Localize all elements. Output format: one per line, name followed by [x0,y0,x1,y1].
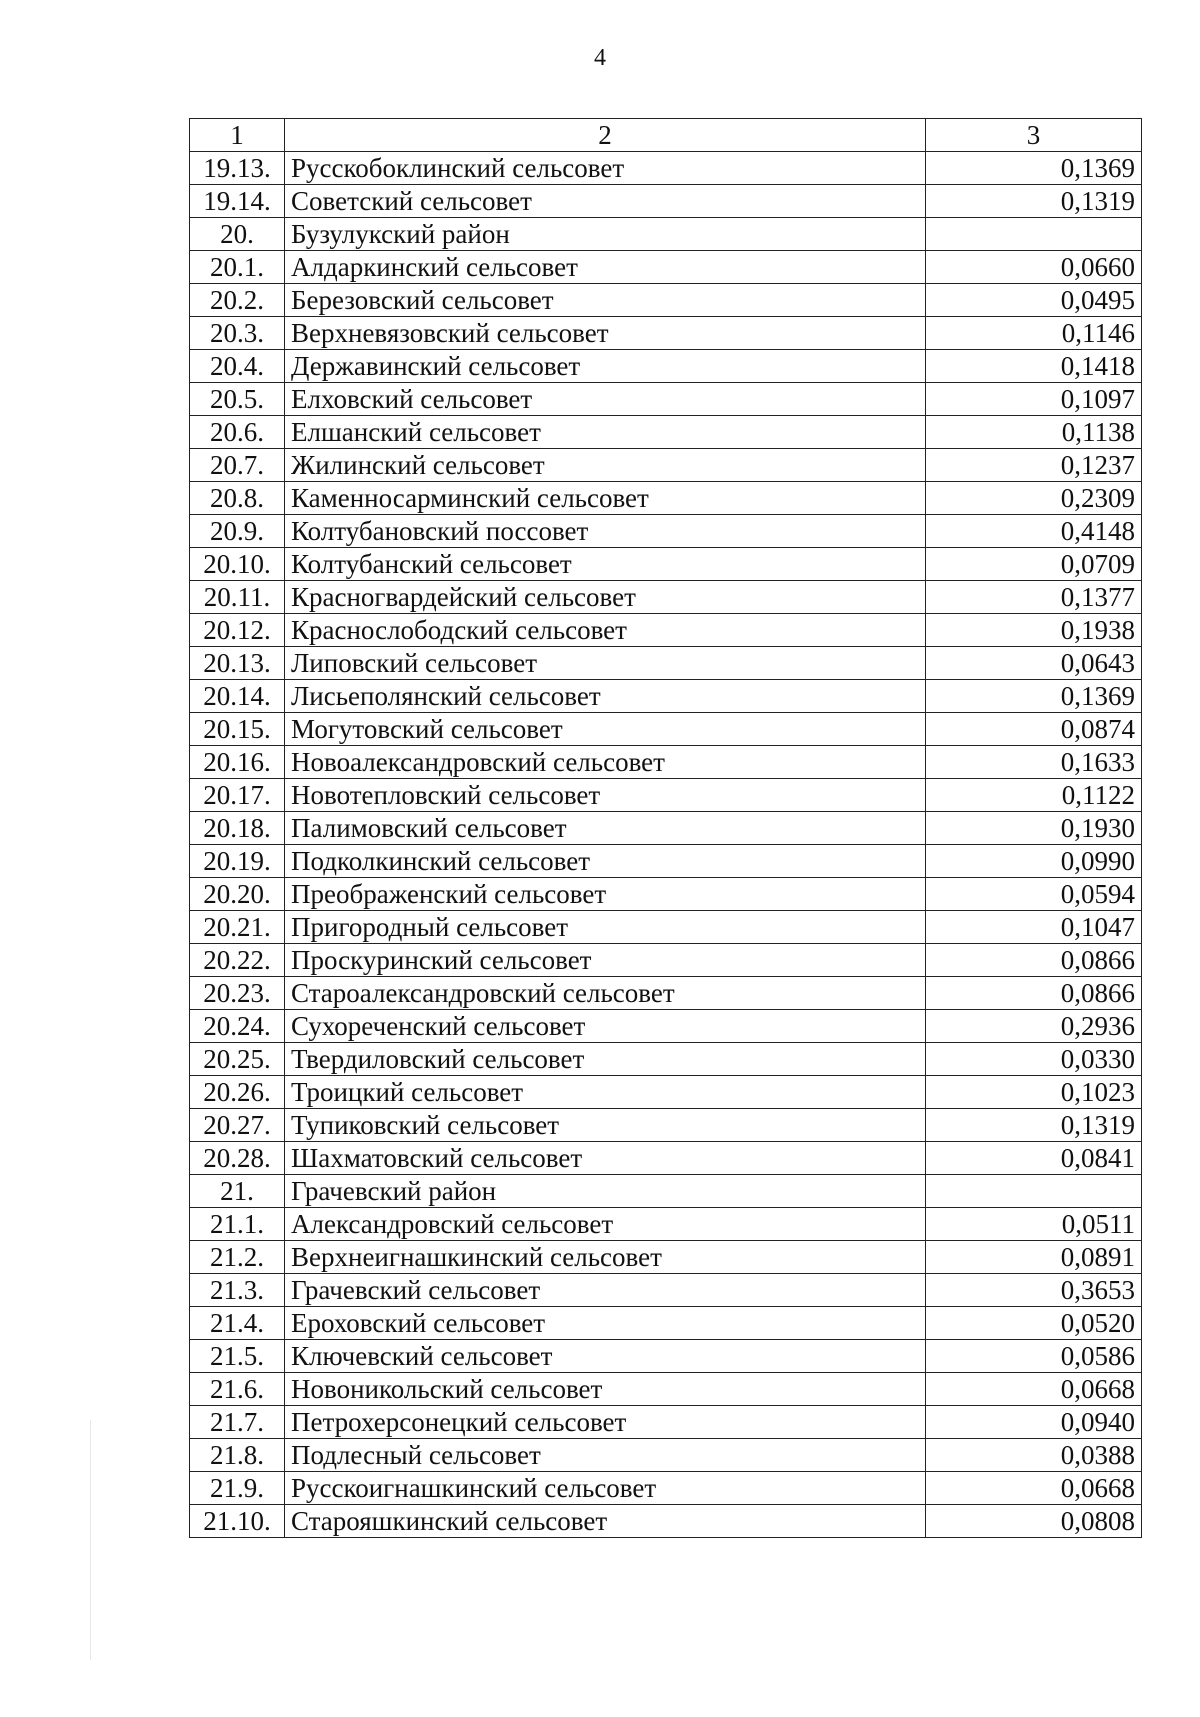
table-row [190,548,1142,581]
row-number-cell: 20.21. [190,911,285,944]
row-name-cell: Старояшкинский сельсовет [285,1505,926,1538]
table-body [190,119,1142,1538]
row-number-cell: 21.10. [190,1505,285,1538]
table-row [190,185,1142,218]
row-name-cell: Александровский сельсовет [285,1208,926,1241]
row-name-cell: Сухореченский сельсовет [285,1010,926,1043]
table-row [190,1340,1142,1373]
table-row [190,1307,1142,1340]
row-value-cell: 0,0668 [926,1472,1142,1505]
row-value-cell: 0,0594 [926,878,1142,911]
row-name-cell: Верхневязовский сельсовет [285,317,926,350]
row-value-cell: 0,0940 [926,1406,1142,1439]
row-value-cell: 0,1146 [926,317,1142,350]
table-row [190,416,1142,449]
table-row [190,1472,1142,1505]
row-name-cell: Колтубановский поссовет [285,515,926,548]
row-value-cell: 0,1369 [926,680,1142,713]
row-number-cell: 20. [190,218,285,251]
table-row [190,284,1142,317]
row-value-cell: 0,0891 [926,1241,1142,1274]
row-name-cell: Петрохерсонецкий сельсовет [285,1406,926,1439]
row-number-cell: 21.7. [190,1406,285,1439]
row-name-cell: Елшанский сельсовет [285,416,926,449]
row-value-cell: 0,0866 [926,977,1142,1010]
row-number-cell: 20.23. [190,977,285,1010]
row-number-cell: 20.26. [190,1076,285,1109]
header-col-2: 2 [285,119,926,152]
row-number-cell: 20.11. [190,581,285,614]
table-row [190,1076,1142,1109]
row-number-cell: 20.18. [190,812,285,845]
row-value-cell: 0,2936 [926,1010,1142,1043]
row-number-cell: 20.7. [190,449,285,482]
table-row [190,746,1142,779]
row-number-cell: 20.16. [190,746,285,779]
table-row [190,1274,1142,1307]
row-name-cell: Ключевский сельсовет [285,1340,926,1373]
row-name-cell: Верхнеигнашкинский сельсовет [285,1241,926,1274]
row-value-cell: 0,0990 [926,845,1142,878]
table-row [190,812,1142,845]
row-name-cell: Каменносарминский сельсовет [285,482,926,515]
row-number-cell: 19.13. [190,152,285,185]
page-number: 4 [594,45,606,71]
row-number-cell: 20.9. [190,515,285,548]
row-value-cell: 0,0586 [926,1340,1142,1373]
row-name-cell: Тупиковский сельсовет [285,1109,926,1142]
row-name-cell: Русскобоклинский сельсовет [285,152,926,185]
table-row [190,1406,1142,1439]
row-value-cell [926,1175,1142,1208]
row-name-cell: Лисьеполянский сельсовет [285,680,926,713]
table-row [190,779,1142,812]
row-number-cell: 20.19. [190,845,285,878]
table-row [190,977,1142,1010]
table-row [190,1373,1142,1406]
row-number-cell: 21.5. [190,1340,285,1373]
row-name-cell: Подлесный сельсовет [285,1439,926,1472]
row-value-cell: 0,1930 [926,812,1142,845]
row-name-cell: Грачевский сельсовет [285,1274,926,1307]
row-name-cell: Преображенский сельсовет [285,878,926,911]
row-number-cell: 20.1. [190,251,285,284]
row-value-cell: 0,1047 [926,911,1142,944]
row-number-cell: 20.17. [190,779,285,812]
row-value-cell: 0,1369 [926,152,1142,185]
row-value-cell: 0,1319 [926,1109,1142,1142]
row-value-cell: 0,0643 [926,647,1142,680]
row-number-cell: 20.12. [190,614,285,647]
table-row [190,350,1142,383]
row-value-cell: 0,1097 [926,383,1142,416]
row-value-cell: 0,3653 [926,1274,1142,1307]
row-number-cell: 20.4. [190,350,285,383]
row-value-cell: 0,0520 [926,1307,1142,1340]
row-name-cell: Проскуринский сельсовет [285,944,926,977]
table-row [190,1505,1142,1538]
row-name-cell: Липовский сельсовет [285,647,926,680]
row-number-cell: 21.8. [190,1439,285,1472]
row-number-cell: 20.20. [190,878,285,911]
row-number-cell: 21.9. [190,1472,285,1505]
row-number-cell: 21.2. [190,1241,285,1274]
row-value-cell: 0,0668 [926,1373,1142,1406]
row-number-cell: 20.5. [190,383,285,416]
row-number-cell: 20.14. [190,680,285,713]
row-number-cell: 21.1. [190,1208,285,1241]
row-name-cell: Новотепловский сельсовет [285,779,926,812]
row-number-cell: 20.8. [190,482,285,515]
row-value-cell: 0,0709 [926,548,1142,581]
row-value-cell: 0,4148 [926,515,1142,548]
row-value-cell: 0,0874 [926,713,1142,746]
table-row [190,944,1142,977]
row-number-cell: 21. [190,1175,285,1208]
table-row [190,1043,1142,1076]
table-row [190,614,1142,647]
table-row [190,1010,1142,1043]
table-row [190,581,1142,614]
row-name-cell: Алдаркинский сельсовет [285,251,926,284]
row-value-cell: 0,0660 [926,251,1142,284]
row-name-cell: Шахматовский сельсовет [285,1142,926,1175]
row-name-cell: Подколкинский сельсовет [285,845,926,878]
row-number-cell: 20.13. [190,647,285,680]
row-name-cell: Троицкий сельсовет [285,1076,926,1109]
table-row [190,647,1142,680]
table-row [190,1208,1142,1241]
header-col-1: 1 [190,119,285,152]
table-row [190,680,1142,713]
row-name-cell: Ероховский сельсовет [285,1307,926,1340]
row-number-cell: 20.3. [190,317,285,350]
header-col-3: 3 [926,119,1142,152]
row-name-cell: Пригородный сельсовет [285,911,926,944]
row-value-cell: 0,1023 [926,1076,1142,1109]
row-value-cell: 0,0866 [926,944,1142,977]
row-name-cell: Русскоигнашкинский сельсовет [285,1472,926,1505]
row-name-cell: Колтубанский сельсовет [285,548,926,581]
row-value-cell: 0,1319 [926,185,1142,218]
table-row [190,482,1142,515]
table-row [190,1142,1142,1175]
row-value-cell: 0,1122 [926,779,1142,812]
row-value-cell: 0,1237 [926,449,1142,482]
row-name-cell: Березовский сельсовет [285,284,926,317]
row-value-cell: 0,0330 [926,1043,1142,1076]
table-header-row [190,119,1142,152]
table-row [190,152,1142,185]
table-row [190,1439,1142,1472]
row-number-cell: 20.25. [190,1043,285,1076]
table-row [190,449,1142,482]
row-number-cell: 20.28. [190,1142,285,1175]
row-number-cell: 20.2. [190,284,285,317]
table-row [190,713,1142,746]
row-number-cell: 21.4. [190,1307,285,1340]
table-row [190,218,1142,251]
table-row [190,845,1142,878]
row-value-cell: 0,1633 [926,746,1142,779]
row-name-cell: Новоникольский сельсовет [285,1373,926,1406]
row-value-cell: 0,1418 [926,350,1142,383]
table-row [190,1241,1142,1274]
row-name-cell: Бузулукский район [285,218,926,251]
row-number-cell: 19.14. [190,185,285,218]
scan-artifact-line [90,1420,91,1660]
row-number-cell: 20.6. [190,416,285,449]
row-number-cell: 21.6. [190,1373,285,1406]
allocation-table [189,118,1142,1538]
table-row [190,1109,1142,1142]
row-name-cell: Краснослободский сельсовет [285,614,926,647]
table-row [190,515,1142,548]
table-row [190,383,1142,416]
table-row [190,911,1142,944]
row-number-cell: 20.15. [190,713,285,746]
row-number-cell: 20.22. [190,944,285,977]
row-name-cell: Палимовский сельсовет [285,812,926,845]
row-name-cell: Могутовский сельсовет [285,713,926,746]
row-value-cell: 0,0841 [926,1142,1142,1175]
row-name-cell: Державинский сельсовет [285,350,926,383]
row-value-cell: 0,0511 [926,1208,1142,1241]
table-row [190,317,1142,350]
row-name-cell: Советский сельсовет [285,185,926,218]
row-name-cell: Новоалександровский сельсовет [285,746,926,779]
row-name-cell: Староалександровский сельсовет [285,977,926,1010]
row-number-cell: 20.27. [190,1109,285,1142]
table-row [190,251,1142,284]
row-name-cell: Твердиловский сельсовет [285,1043,926,1076]
row-number-cell: 20.10. [190,548,285,581]
row-value-cell: 0,1377 [926,581,1142,614]
table-row [190,1175,1142,1208]
row-value-cell: 0,2309 [926,482,1142,515]
row-name-cell: Елховский сельсовет [285,383,926,416]
row-name-cell: Красногвардейский сельсовет [285,581,926,614]
row-value-cell: 0,1138 [926,416,1142,449]
row-number-cell: 21.3. [190,1274,285,1307]
row-number-cell: 20.24. [190,1010,285,1043]
row-name-cell: Жилинский сельсовет [285,449,926,482]
row-value-cell: 0,0808 [926,1505,1142,1538]
table-row [190,878,1142,911]
row-value-cell [926,218,1142,251]
row-value-cell: 0,0495 [926,284,1142,317]
row-name-cell: Грачевский район [285,1175,926,1208]
row-value-cell: 0,1938 [926,614,1142,647]
row-value-cell: 0,0388 [926,1439,1142,1472]
